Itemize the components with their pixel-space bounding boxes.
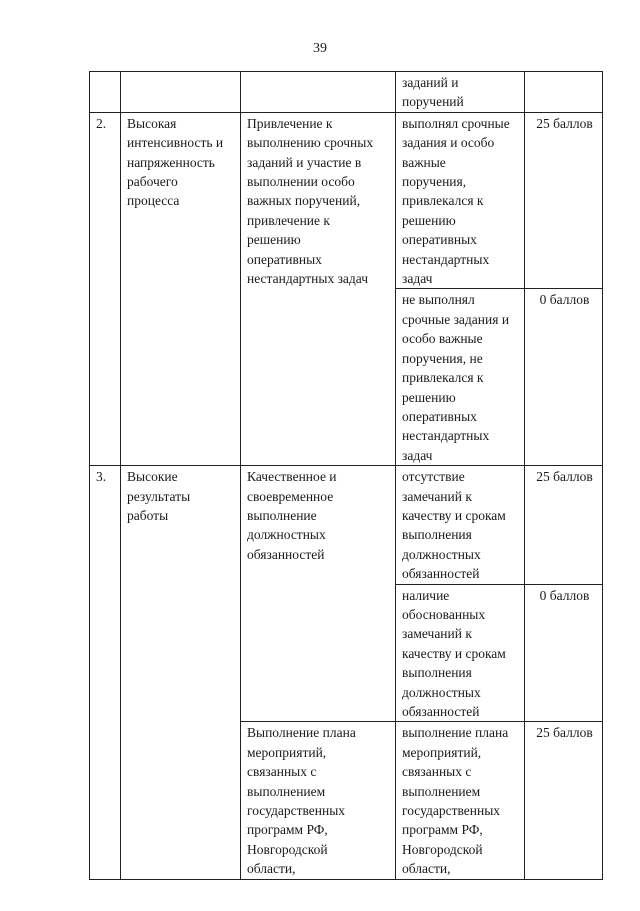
condition-line: должностных [402,684,481,700]
condition-line: срочные задания и [402,311,510,327]
indicator-line: области, [247,861,296,877]
indicator-line: выполнением [247,783,326,799]
condition-line: государственных [402,803,501,819]
indicator-line: заданий и участие в [247,154,362,170]
criterion-line: Высокая [127,115,177,131]
condition-line: должностных [402,546,481,562]
indicator-line: должностных [247,527,326,543]
row-number-cell: 2. [90,112,121,465]
criterion-line: интенсивность и [127,135,224,151]
indicator-line: привлечение к [247,212,330,228]
condition-line: выполнял срочные [402,115,510,131]
condition-line: замечаний к [402,626,472,642]
indicator-line: обязанностей [247,546,325,562]
criterion-cell [121,466,241,880]
condition-line: заданий и [402,75,459,90]
condition-line: связанных с [402,764,472,780]
indicator-cell [241,722,396,879]
criterion-line: работы [127,507,169,523]
condition-line: важные [402,154,446,170]
indicator-line: Выполнение плана [247,725,356,741]
indicator-line: выполнение [247,507,317,523]
indicator-line: своевременное [247,488,334,504]
condition-line: качеству и срокам [402,507,506,523]
condition-line: замечаний к [402,488,472,504]
indicator-cell [241,466,396,722]
condition-line: привлекался к [402,193,484,209]
condition-line: мероприятий, [402,744,482,760]
condition-line: программ РФ, [402,822,483,838]
condition-line: выполнения [402,665,472,681]
indicator-line: мероприятий, [247,744,327,760]
condition-line: выполнением [402,783,481,799]
condition-line: наличие [402,587,450,603]
indicator-line: выполнении особо [247,174,355,190]
criterion-line: результаты [127,488,191,504]
criterion-line: рабочего [127,174,178,190]
condition-cell [396,466,525,584]
indicator-line: выполнению срочных [247,135,374,151]
condition-line: решению [402,212,456,228]
condition-cell [396,722,525,879]
condition-line: нестандартных [402,251,490,267]
condition-line: выполнение плана [402,725,509,741]
criterion-line: процесса [127,193,180,209]
row-number-cell: 3. [90,466,121,880]
condition-line: поручения, [402,174,467,190]
indicator-line: решению [247,232,301,248]
condition-line: задач [402,271,433,287]
row-number-cell [90,72,121,113]
score-cell: 25 баллов [525,112,603,289]
condition-line: особо важные [402,331,483,347]
condition-line: обоснованных [402,606,486,622]
condition-line: нестандартных [402,428,490,444]
score-cell [525,72,603,113]
condition-line: оперативных [402,232,477,248]
condition-cell [396,584,525,722]
score-cell: 25 баллов [525,722,603,879]
indicator-line: нестандартных задач [247,271,369,287]
indicator-line: Новгородской [247,841,328,857]
condition-line: выполнения [402,527,472,543]
condition-line: задания и особо [402,135,495,151]
table-row [90,112,603,289]
indicator-line: Качественное и [247,469,337,485]
page-number: 39 [313,41,327,56]
condition-line: качеству и срокам [402,645,506,661]
condition-line: поручений [402,94,464,110]
table-row [90,72,603,113]
condition-line: обязанностей [402,704,480,719]
condition-cell [396,72,525,113]
condition-cell [396,112,525,289]
score-cell: 25 баллов [525,466,603,584]
criterion-cell [121,112,241,465]
indicator-cell [241,72,396,113]
score-cell: 0 баллов [525,289,603,466]
condition-line: не выполнял [402,292,475,308]
condition-line: задач [402,447,433,463]
table-row [90,466,603,584]
indicator-line: программ РФ, [247,822,328,838]
condition-line: привлекался к [402,370,484,386]
indicator-cell [241,112,396,465]
indicator-line: важных поручений, [247,193,361,209]
condition-line: отсутствие [402,469,465,485]
indicator-line: связанных с [247,764,317,780]
score-cell: 0 баллов [525,584,603,722]
condition-line: поручения, не [402,350,483,366]
condition-line: решению [402,389,456,405]
condition-line: области, [402,861,451,877]
condition-cell [396,289,525,466]
condition-line: обязанностей [402,566,480,582]
indicator-line: Привлечение к [247,115,333,131]
indicator-line: оперативных [247,251,322,267]
criteria-table [89,71,603,880]
condition-line: Новгородской [402,841,483,857]
criterion-line: напряженность [127,154,215,170]
criterion-line: Высокие [127,469,178,485]
indicator-line: государственных [247,803,346,819]
condition-line: оперативных [402,408,477,424]
criterion-cell [121,72,241,113]
